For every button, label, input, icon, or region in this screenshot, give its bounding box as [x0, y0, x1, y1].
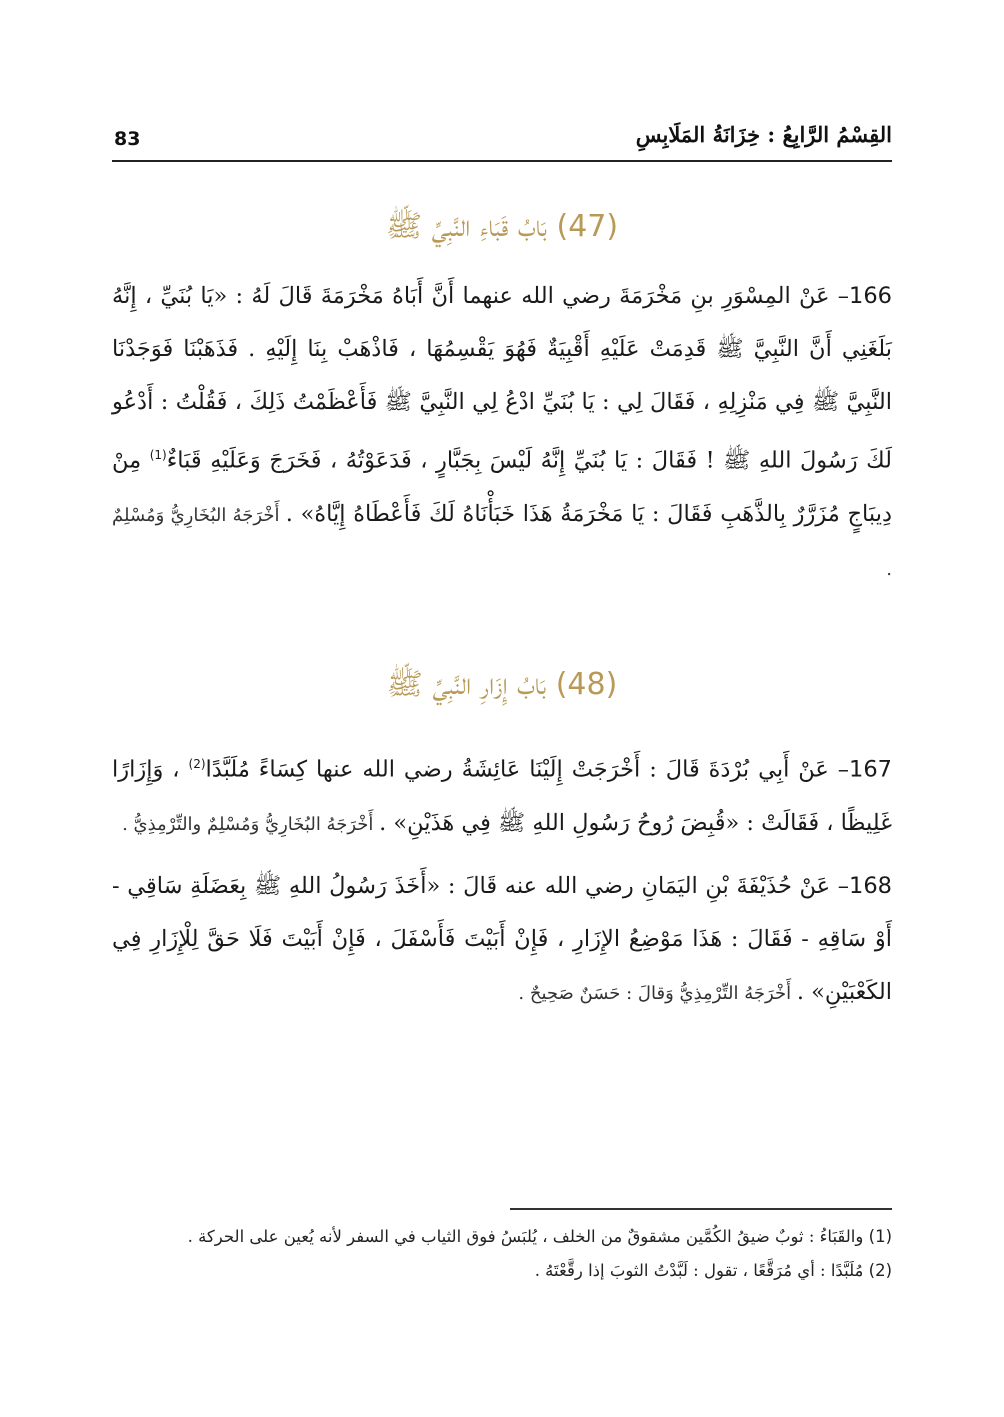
hadith-text: – عَنْ حُذَيْفَةَ بْنِ اليَمَانِ رضي الله عنه قَالَ : «أَخَذَ رَسُولُ اللهِ ﷺ بِعَضَلَةِ سَاقِي - أَوْ سَاقِهِ - فَقَالَ : هَذَا مَوْضِعُ الإِزَارِ ، فَإِنْ أَبَيْتَ فَأَسْفَلَ ، فَإِنْ أَبَيْتَ فَلَا حَقَّ لِلْإِزَارِ فِي الكَعْبَيْنِ» . — [112, 873, 892, 1005]
hadith-text-continued: مِنْ دِيبَاجٍ مُزَرَّرٌ بِالذَّهَبِ فَقَالَ : يَا مَخْرَمَةُ هَذَا خَبَأْنَاهُ لَكَ فَأَعْطَاهُ إِيَّاهُ» . — [112, 447, 892, 527]
hadith-number: 168 — [849, 873, 892, 899]
running-title: القِسْمُ الرَّابِعُ : خِزَانَةُ المَلَابِسِ — [635, 122, 892, 147]
chapter-number: (48) — [555, 667, 618, 702]
hadith-text: – عَنْ أَبِي بُرْدَةَ قَالَ : أَخْرَجَتْ إِلَيْنَا عَائِشَةُ رضي الله عنها كِسَاءً مُلَبَّدًا — [205, 756, 850, 783]
footnote-ref[interactable]: (1) — [149, 448, 167, 462]
hadith-166 — [112, 270, 892, 596]
chapter-title-48 — [112, 666, 892, 709]
footnote-text: والقَبَاءُ : ثوبٌ ضيقُ الكُمَّين مشقوقٌ من الخلف ، يُلبَسُ فوق الثياب في السفر لأنه يُعين على الحركة . — [187, 1227, 864, 1246]
footnote-number: (2) — [868, 1261, 892, 1280]
hadith-source: أَخْرَجَهُ البُخَارِيُّ وَمُسْلِمٌ . — [112, 504, 892, 580]
page-number: 83 — [114, 128, 141, 150]
hadith-168 — [112, 860, 892, 1020]
chapter-title-47 — [112, 208, 892, 251]
header-rule — [112, 160, 892, 162]
hadith-source: أَخْرَجَهُ التِّرْمِذِيُّ وَقالَ : حَسَنٌ صَحِيحٌ . — [518, 983, 797, 1004]
footnote-ref[interactable]: (2) — [188, 757, 206, 771]
hadith-167 — [112, 738, 892, 851]
footnote-text: مُلَبَّدًا : أي مُرَقَّعًا ، تقول : لَبَّدْتُ الثوبَ إذا رقَّعْتَهُ . — [534, 1261, 864, 1280]
chapter-heading: بَابُ قَبَاءِ النَّبِيِّ ﷺ — [385, 209, 547, 244]
footnote-rule — [510, 1208, 892, 1210]
footnote-1 — [112, 1220, 892, 1254]
hadith-text: – عَنْ المِسْوَرِ بنِ مَخْرَمَةَ رضي الله عنهما أَنَّ أَبَاهُ مَخْرَمَةَ قَالَ لَهُ : «يَا بُنَيِّ ، إِنَّهُ بَلَغَنِي أَنَّ النَّبِيَّ ﷺ قَدِمَتْ عَلَيْهِ أَقْبِيَةٌ فَهُوَ يَقْسِمُهَا ، فَاذْهَبْ بِنَا إِلَيْهِ . فَذَهَبْنَا فَوَجَدْنَا النَّبِيَّ ﷺ فِي مَنْزِلِهِ ، فَقَالَ لِي : يَا بُنَيِّ ادْعُ لِي النَّبِيَّ ﷺ فَأَعْظَمْتُ ذَلِكَ ، فَقُلْتُ : أَدْعُو لَكَ رَسُولَ اللهِ ﷺ ! فَقَالَ : يَا بُنَيِّ إِنَّهُ لَيْسَ بِجَبَّارٍ ، فَدَعَوْتُهُ ، فَخَرَجَ وَعَلَيْهِ قَبَاءٌ — [112, 283, 892, 474]
chapter-number: (47) — [556, 209, 619, 244]
hadith-number: 166 — [849, 283, 892, 309]
hadith-number: 167 — [849, 756, 892, 783]
footnote-number: (1) — [868, 1227, 892, 1246]
hadith-text-continued: ، وَإِزَارًا غَلِيظًا ، فَقَالَتْ : «قُبِضَ رُوحُ رَسُولِ اللهِ ﷺ فِي هَذَيْنِ» . — [112, 756, 892, 836]
hadith-source: أَخْرَجَهُ البُخَارِيُّ وَمُسْلِمٌ والتِّرْمِذِيُّ . — [122, 813, 380, 835]
page-header — [112, 118, 892, 162]
chapter-heading: بَابُ إِزَارِ النَّبِيِّ ﷺ — [386, 667, 547, 702]
footnote-2 — [112, 1254, 892, 1288]
footnotes — [112, 1220, 892, 1288]
